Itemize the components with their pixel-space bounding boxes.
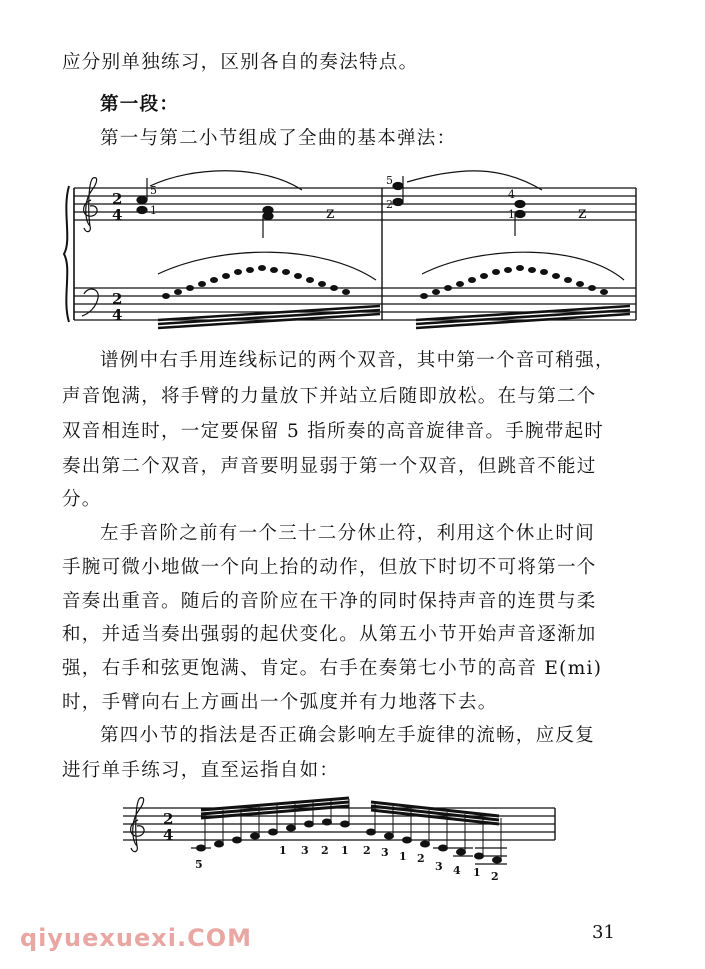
paragraph-line: 左手音阶之前有一个三十二分休止符，利用这个休止时间 <box>100 523 596 544</box>
fingering-number: 2 <box>363 844 371 857</box>
paragraph-line: 第一与第二小节组成了全曲的基本弹法： <box>100 128 457 149</box>
fingering-number: 2 <box>321 844 329 857</box>
fingering-number: 2 <box>386 198 393 211</box>
paragraph-line: 奏出第二个双音，声音要明显弱于第一个双音，但跳音不能过 <box>62 456 597 477</box>
fingering-number: 1 <box>508 208 515 221</box>
watermark-text: qiyuexuexi.COM <box>20 924 252 952</box>
paragraph-line: 双音相连时，一定要保留 5 指所奏的高音旋律音。手腕带起时 <box>62 421 605 442</box>
paragraph-line: 强，右手和弦更饱满、肯定。右手在奏第七小节的高音 E(mi) <box>62 658 603 679</box>
section-heading: 第一段： <box>100 94 180 115</box>
fingering-number: 4 <box>508 188 515 201</box>
score-example-1 <box>62 170 652 340</box>
fingering-number: 3 <box>301 844 309 857</box>
fingering-number: 2 <box>417 852 425 865</box>
paragraph-line: 手腕可微小地做一个向上抬的动作，但放下时切不可将第一个 <box>62 557 597 578</box>
paragraph-line: 时，手臂向右上方画出一个弧度并有力地落下去。 <box>62 692 498 713</box>
time-signature-bottom: 4 <box>112 206 123 224</box>
fingering-number: 4 <box>453 864 461 877</box>
fingering-number: 3 <box>381 846 389 859</box>
fingering-number: 1 <box>341 844 349 857</box>
paragraph-line: 谱例中右手用连线标记的两个双音，其中第一个音可稍强， <box>100 350 615 371</box>
paragraph-line: 应分别单独练习，区别各自的奏法特点。 <box>62 52 419 73</box>
eighth-rest: z <box>326 203 335 222</box>
fingering-number: 2 <box>491 870 499 883</box>
eighth-rest: z <box>578 203 587 222</box>
paragraph-line: 音奏出重音。随后的音阶应在干净的同时保持声音的连贯与柔 <box>62 591 597 612</box>
fingering-number: 5 <box>150 184 157 197</box>
fingering-number: 1 <box>473 866 481 879</box>
paragraph-line: 和，并适当奏出强弱的起伏变化。从第五小节开始声音逐渐加 <box>62 624 597 645</box>
time-signature-bottom: 4 <box>112 306 123 324</box>
paragraph-line: 第四小节的指法是否正确会影响左手旋律的流畅，应反复 <box>100 725 596 746</box>
fingering-number: 1 <box>399 850 407 863</box>
paragraph-line: 分。 <box>62 489 102 510</box>
fingering-number: 1 <box>150 204 157 217</box>
time-signature-top: 2 <box>163 810 174 828</box>
fingering-number: 5 <box>195 858 203 871</box>
time-signature-top: 2 <box>112 290 123 308</box>
paragraph-line: 进行单手练习，直至运指自如： <box>62 760 340 781</box>
page-number: 31 <box>592 922 615 943</box>
paragraph-line: 声音饱满，将手臂的力量放下并站立后随即放松。在与第二个 <box>62 386 597 407</box>
fingering-number: 5 <box>386 174 393 187</box>
fingering-number: 3 <box>435 860 443 873</box>
fingering-number: 1 <box>279 844 287 857</box>
time-signature-top: 2 <box>112 190 123 208</box>
time-signature-bottom: 4 <box>163 826 174 844</box>
score-example-2 <box>115 790 575 890</box>
